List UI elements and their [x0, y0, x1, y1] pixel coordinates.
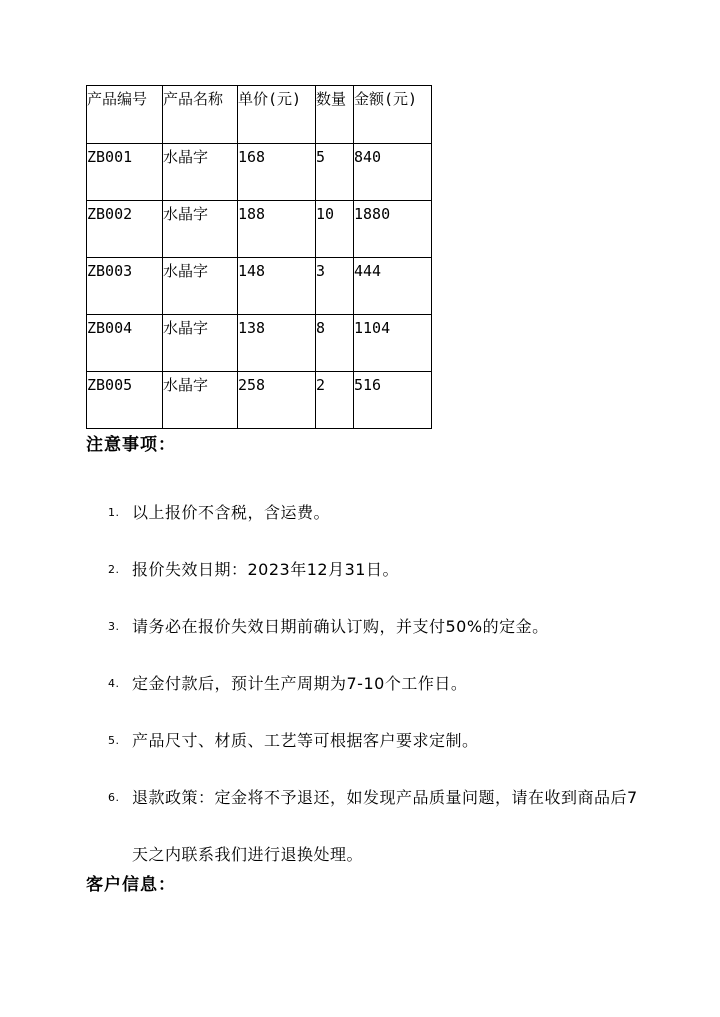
cell-unit-price: 138 [238, 315, 316, 372]
header-product-name: 产品名称 [163, 86, 238, 144]
cell-amount: 516 [354, 372, 432, 429]
table-row [87, 201, 432, 258]
cell-quantity: 8 [316, 315, 354, 372]
cell-product-code: ZB004 [87, 315, 163, 372]
note-text: 退款政策：定金将不予退还，如发现产品质量问题，请在收到商品后7天之内联系我们进行退换处理。 [132, 788, 638, 864]
notes-heading: 注意事项： [86, 435, 176, 455]
table-header-row [87, 86, 432, 144]
note-number: 2. [108, 563, 120, 576]
note-number: 5. [108, 734, 120, 747]
quotation-table [86, 85, 432, 429]
note-number: 6. [108, 791, 120, 804]
header-unit-price: 单价(元) [238, 86, 316, 144]
cell-product-code: ZB002 [87, 201, 163, 258]
cell-product-code: ZB005 [87, 372, 163, 429]
note-text: 定金付款后，预计生产周期为7-10个工作日。 [132, 674, 468, 693]
note-number: 1. [108, 506, 120, 519]
note-number: 3. [108, 620, 120, 633]
note-item [86, 484, 646, 541]
header-product-code: 产品编号 [87, 86, 163, 144]
table-row [87, 372, 432, 429]
note-item [86, 541, 646, 598]
cell-unit-price: 148 [238, 258, 316, 315]
cell-product-name: 水晶字 [163, 372, 238, 429]
customer-info-heading: 客户信息： [86, 875, 176, 895]
table-row [87, 258, 432, 315]
note-text: 报价失效日期：2023年12月31日。 [132, 560, 399, 579]
table-row [87, 315, 432, 372]
cell-amount: 1880 [354, 201, 432, 258]
cell-product-name: 水晶字 [163, 201, 238, 258]
note-item [86, 769, 646, 883]
cell-quantity: 3 [316, 258, 354, 315]
cell-product-name: 水晶字 [163, 315, 238, 372]
cell-product-name: 水晶字 [163, 258, 238, 315]
table-row [87, 144, 432, 201]
note-text: 请务必在报价失效日期前确认订购，并支付50%的定金。 [132, 617, 549, 636]
cell-amount: 444 [354, 258, 432, 315]
note-item [86, 598, 646, 655]
cell-product-name: 水晶字 [163, 144, 238, 201]
cell-amount: 1104 [354, 315, 432, 372]
cell-product-code: ZB003 [87, 258, 163, 315]
note-item [86, 655, 646, 712]
notes-list [86, 484, 646, 883]
cell-quantity: 5 [316, 144, 354, 201]
note-text: 以上报价不含税，含运费。 [132, 503, 331, 522]
cell-unit-price: 258 [238, 372, 316, 429]
note-text: 产品尺寸、材质、工艺等可根据客户要求定制。 [132, 731, 479, 750]
cell-unit-price: 168 [238, 144, 316, 201]
header-amount: 金额(元) [354, 86, 432, 144]
note-number: 4. [108, 677, 120, 690]
cell-unit-price: 188 [238, 201, 316, 258]
cell-product-code: ZB001 [87, 144, 163, 201]
cell-amount: 840 [354, 144, 432, 201]
cell-quantity: 10 [316, 201, 354, 258]
note-item [86, 712, 646, 769]
header-quantity: 数量 [316, 86, 354, 144]
cell-quantity: 2 [316, 372, 354, 429]
